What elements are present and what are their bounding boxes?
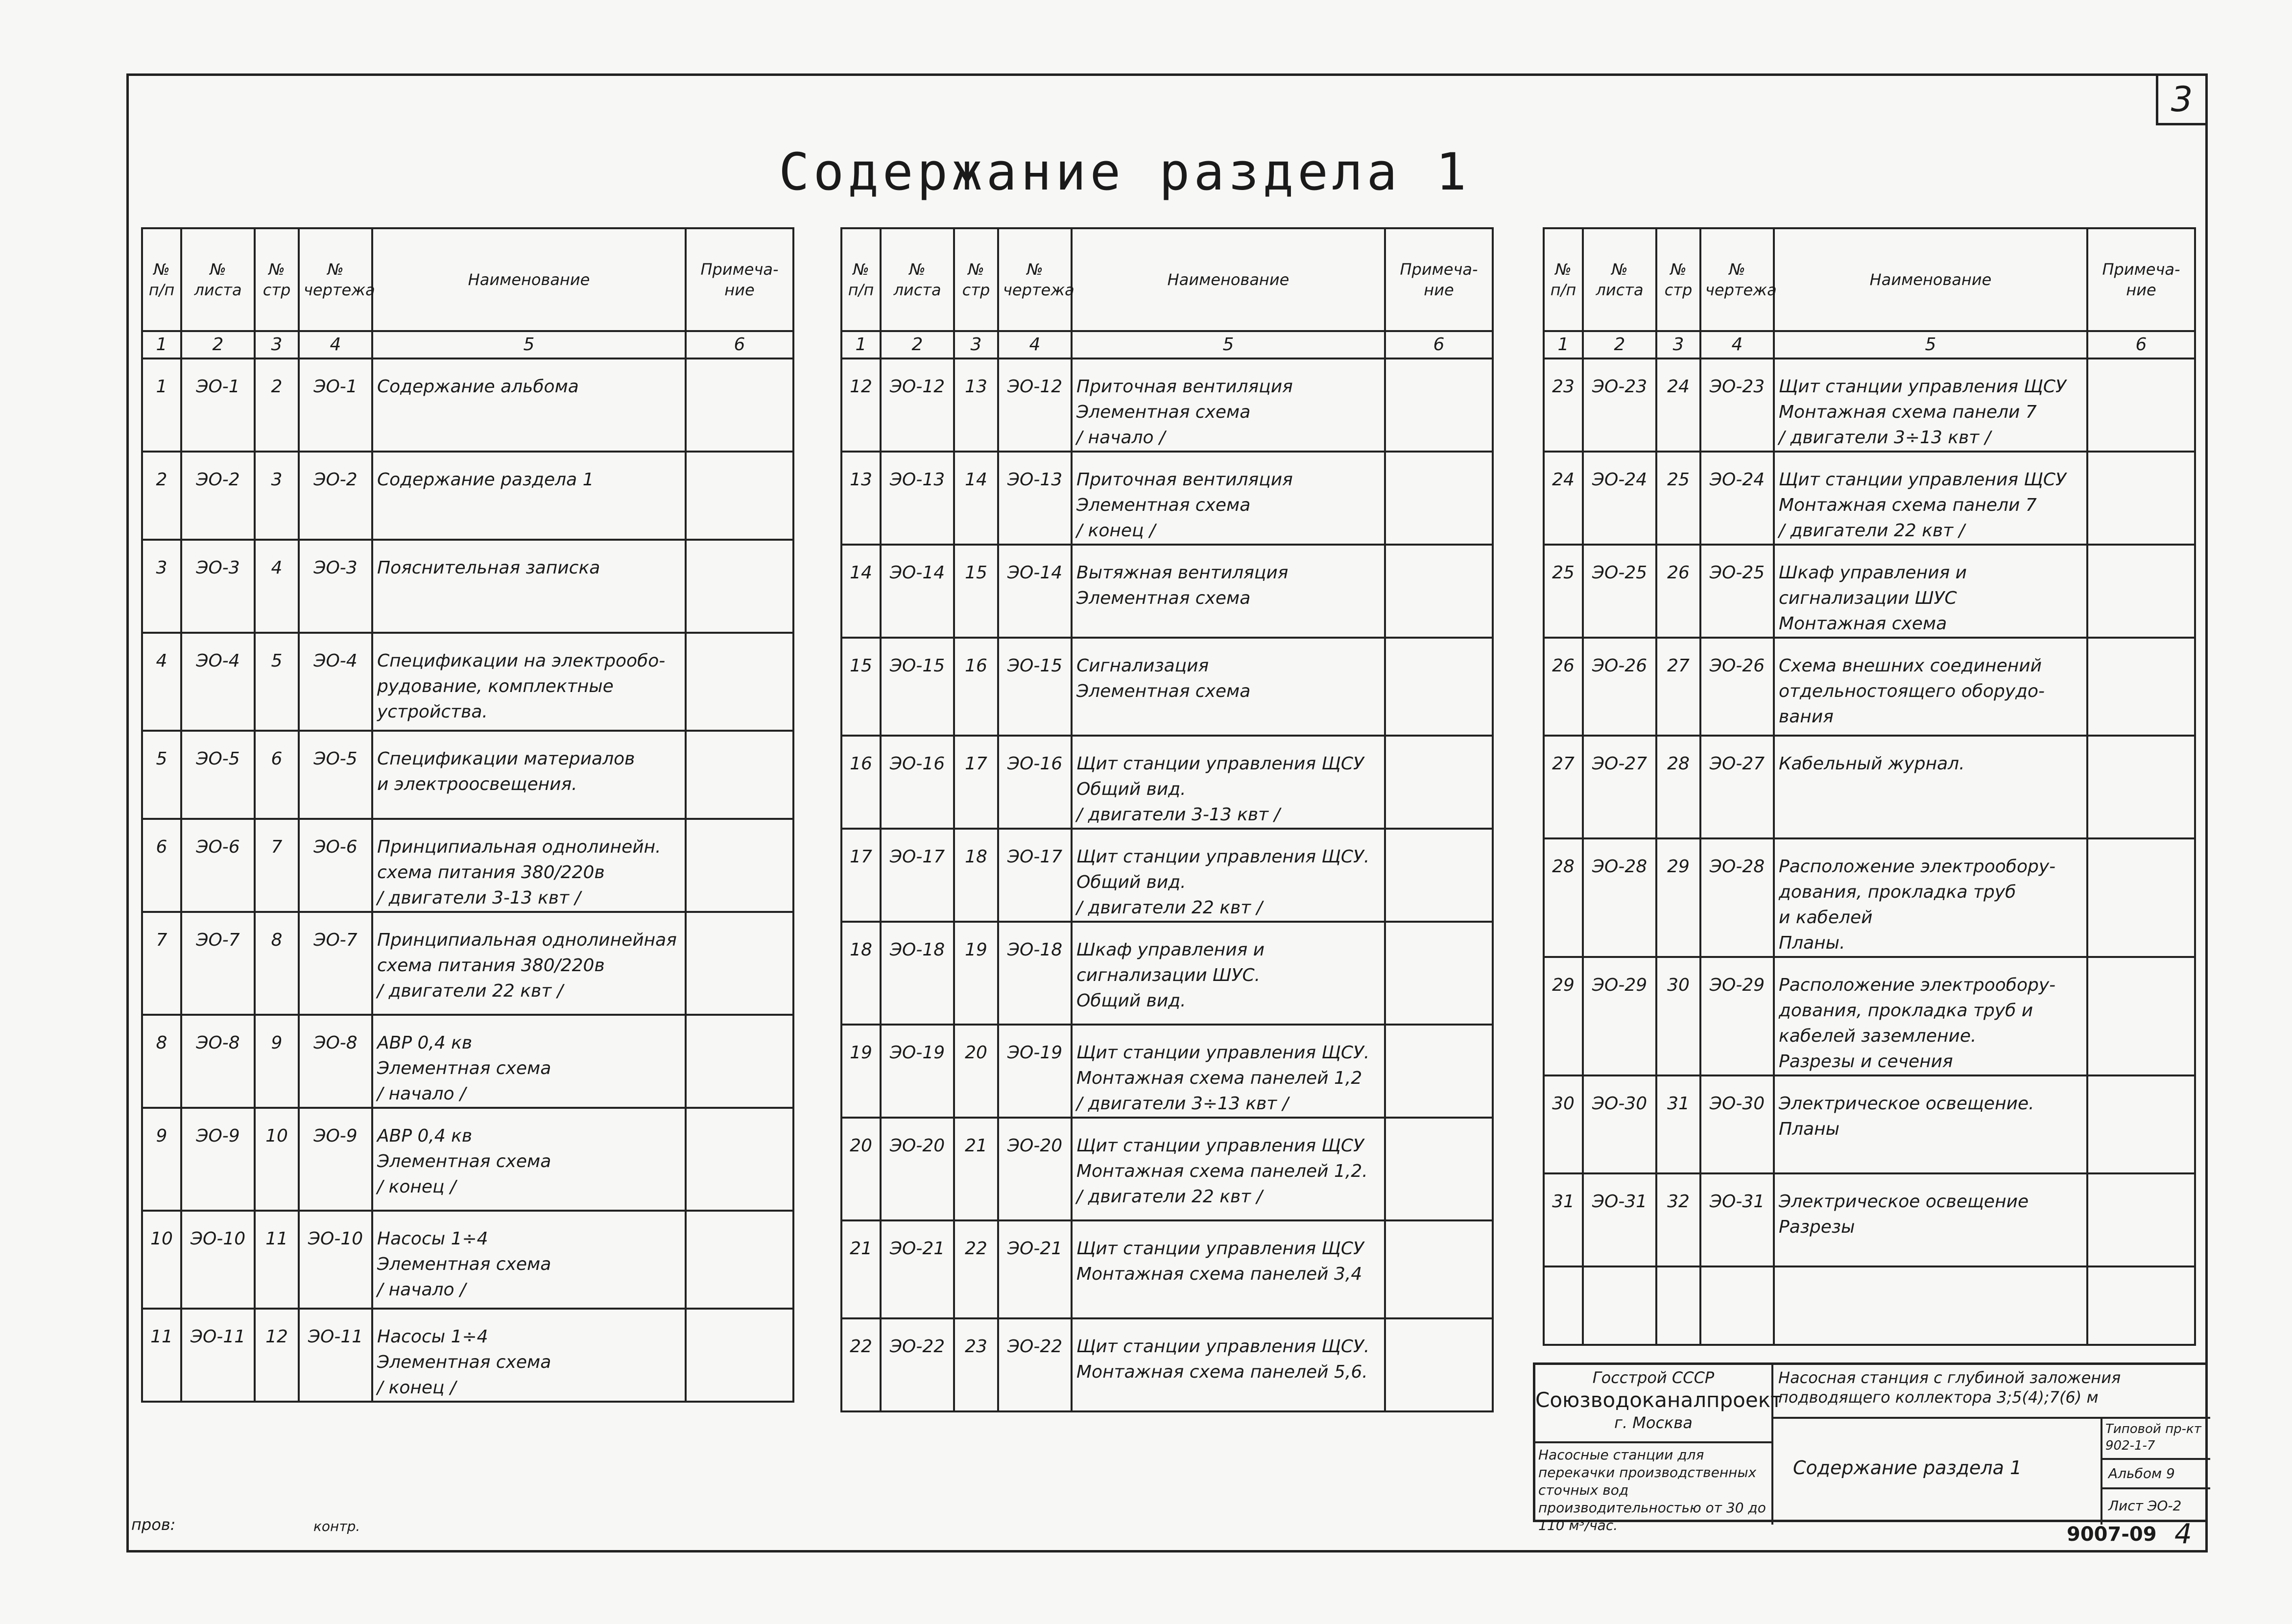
cell-n: 20 [841,1118,881,1220]
cell-dwg: ЭО-11 [299,1309,372,1402]
cell-n: 19 [841,1025,881,1118]
cell-sheet: ЭО-22 [881,1318,954,1411]
cell-note [2087,358,2195,452]
cell-name: АВР 0,4 кв Элементная схема / начало / [372,1015,686,1108]
column-number: 4 [1700,331,1774,358]
header-note: Примеча-ние [2087,228,2195,331]
cell-note [1385,452,1493,545]
cell-sheet: ЭО-21 [881,1220,954,1318]
cell-sheet: ЭО-5 [181,731,255,819]
column-number-row [142,331,793,358]
cell-sheet: ЭО-26 [1583,638,1656,736]
cell-n: 28 [1544,838,1583,957]
stamp-sheet: Лист ЭО-2 [2108,1498,2182,1514]
column-number: 4 [998,331,1072,358]
cell-page: 6 [255,731,299,819]
header-name: Наименование [1774,228,2087,331]
cell-dwg: ЭО-1 [299,358,372,452]
cell-name: Насосы 1÷4 Элементная схема / начало / [372,1211,686,1309]
cell-note [686,1108,793,1211]
cell-dwg: ЭО-16 [998,736,1072,829]
column-number: 1 [841,331,881,358]
column-number: 1 [142,331,181,358]
table-row [841,922,1493,1025]
column-number-row [1544,331,2195,358]
cell-n: 10 [142,1211,181,1309]
cell-sheet: ЭО-11 [181,1309,255,1402]
cell-name: Сигнализация Элементная схема [1072,638,1385,736]
cell-name: Электрическое освещение Разрезы [1774,1173,2087,1266]
cell-name: Спецификации на электрообо- рудование, комплектные устройства. [372,633,686,731]
cell-page: 9 [255,1015,299,1108]
cell-page: 25 [1656,452,1700,545]
cell-n: 4 [142,633,181,731]
cell-note [1385,1318,1493,1411]
table-row [142,1211,793,1309]
cell-note [1385,638,1493,736]
cell-n: 24 [1544,452,1583,545]
column-number: 5 [1072,331,1385,358]
cell-sheet: ЭО-12 [881,358,954,452]
cell-note [2087,838,2195,957]
cell-note [1385,736,1493,829]
cell-name: Щит станции управления ЩСУ. Общий вид. / двигатели 22 квт / [1072,829,1385,922]
cell-note [2087,452,2195,545]
cell-sheet: ЭО-24 [1583,452,1656,545]
cell-page: 21 [954,1118,998,1220]
cell-sheet: ЭО-9 [181,1108,255,1211]
cell-note [1385,829,1493,922]
cell-dwg: ЭО-6 [299,819,372,912]
cell-n: 6 [142,819,181,912]
cell-name: Кабельный журнал. [1774,736,2087,838]
empty-cell [1700,1266,1774,1345]
table-row [841,1220,1493,1318]
footer-page-number: 4 [2174,1518,2192,1550]
cell-sheet: ЭО-17 [881,829,954,922]
cell-n: 18 [841,922,881,1025]
cell-dwg: ЭО-12 [998,358,1072,452]
table-row [841,736,1493,829]
cell-sheet: ЭО-16 [881,736,954,829]
cell-n: 29 [1544,957,1583,1075]
cell-name: Щит станции управления ЩСУ Общий вид. / двигатели 3-13 квт / [1072,736,1385,829]
cell-note [2087,957,2195,1075]
cell-name: Принципиальная однолинейная схема питания 380/220в / двигатели 22 квт / [372,912,686,1015]
cell-page: 14 [954,452,998,545]
cell-page: 11 [255,1211,299,1309]
table-row [841,638,1493,736]
cell-page: 19 [954,922,998,1025]
cell-name: Электрическое освещение. Планы [1774,1075,2087,1173]
stamp-typical-project: Типовой пр-кт 902-1-7 [2102,1419,2210,1460]
cell-page: 15 [954,545,998,638]
cell-page: 8 [255,912,299,1015]
cell-name: Расположение электрообору- дования, прокладка труб и кабелей заземление. Разрезы и сечения [1774,957,2087,1075]
header-name: Наименование [372,228,686,331]
column-number: 1 [1544,331,1583,358]
header-note: Примеча-ние [686,228,793,331]
cell-page: 7 [255,819,299,912]
cell-dwg: ЭО-7 [299,912,372,1015]
cell-n: 25 [1544,545,1583,638]
column-number: 3 [954,331,998,358]
cell-dwg: ЭО-15 [998,638,1072,736]
cell-page: 18 [954,829,998,922]
cell-page: 30 [1656,957,1700,1075]
cell-n: 3 [142,540,181,633]
cell-name: Пояснительная записка [372,540,686,633]
cell-note [686,1309,793,1402]
cell-n: 14 [841,545,881,638]
cell-note [1385,1025,1493,1118]
cell-name: Приточная вентиляция Элементная схема / конец / [1072,452,1385,545]
cell-name: Расположение электрообору- дования, прокладка труб и кабелей Планы. [1774,838,2087,957]
header-num: № п/п [1544,228,1583,331]
table-row [841,358,1493,452]
cell-dwg: ЭО-8 [299,1015,372,1108]
stamp-description: Насосные станции для перекачки производственных сточных вод производительностью от 30 до 110 м³/час. [1535,1443,1773,1525]
cell-n: 13 [841,452,881,545]
column-number: 4 [299,331,372,358]
cell-n: 9 [142,1108,181,1211]
cell-dwg: ЭО-24 [1700,452,1774,545]
column-number-row [841,331,1493,358]
cell-page: 22 [954,1220,998,1318]
table-row [142,819,793,912]
cell-n: 7 [142,912,181,1015]
cell-name: Щит станции управления ЩСУ Монтажная схема панелей 3,4 [1072,1220,1385,1318]
table-row [841,452,1493,545]
stamp-album: Альбом 9 [2102,1460,2210,1489]
table-row [1544,736,2195,838]
header-note: Примеча-ние [1385,228,1493,331]
table-row [1544,957,2195,1075]
cell-note [2087,545,2195,638]
header-page: № стр [255,228,299,331]
cell-sheet: ЭО-25 [1583,545,1656,638]
column-number: 5 [372,331,686,358]
cell-name: Схема внешних соединений отдельностоящего оборудо- вания [1774,638,2087,736]
cell-page: 2 [255,358,299,452]
cell-note [686,540,793,633]
cell-n: 1 [142,358,181,452]
cell-sheet: ЭО-23 [1583,358,1656,452]
stamp-org-3: г. Москва [1614,1413,1693,1432]
cell-dwg: ЭО-4 [299,633,372,731]
column-number: 2 [1583,331,1656,358]
cell-note [686,633,793,731]
header-sheet: № листа [881,228,954,331]
cell-n: 17 [841,829,881,922]
cell-note [2087,1075,2195,1173]
empty-cell [1544,1266,1583,1345]
cell-sheet: ЭО-1 [181,358,255,452]
cell-dwg: ЭО-20 [998,1118,1072,1220]
cell-dwg: ЭО-5 [299,731,372,819]
cell-n: 31 [1544,1173,1583,1266]
column-number: 2 [181,331,255,358]
cell-name: Щит станции управления ЩСУ Монтажная схема панелей 1,2. / двигатели 22 квт / [1072,1118,1385,1220]
cell-note [686,452,793,540]
cell-page: 16 [954,638,998,736]
column-number: 5 [1774,331,2087,358]
table-row [841,829,1493,922]
table-row [142,452,793,540]
cell-dwg: ЭО-27 [1700,736,1774,838]
cell-note [686,912,793,1015]
header-sheet: № листа [1583,228,1656,331]
cell-page: 5 [255,633,299,731]
cell-page: 28 [1656,736,1700,838]
cell-sheet: ЭО-2 [181,452,255,540]
cell-n: 8 [142,1015,181,1108]
table-row [1544,838,2195,957]
cell-page: 27 [1656,638,1700,736]
cell-name: Щит станции управления ЩСУ Монтажная схема панели 7 / двигатели 22 квт / [1774,452,2087,545]
cell-page: 4 [255,540,299,633]
cell-name: Вытяжная вентиляция Элементная схема [1072,545,1385,638]
cell-n: 12 [841,358,881,452]
table-row [142,358,793,452]
cell-name: Шкаф управления и сигнализации ШУС Монтажная схема [1774,545,2087,638]
cell-sheet: ЭО-29 [1583,957,1656,1075]
cell-n: 23 [1544,358,1583,452]
footer-checked-label: пров: [131,1515,176,1534]
table-row [841,1318,1493,1411]
header-drawing: № чертежа [998,228,1072,331]
cell-n: 22 [841,1318,881,1411]
cell-n: 2 [142,452,181,540]
cell-page: 32 [1656,1173,1700,1266]
cell-n: 15 [841,638,881,736]
cell-n: 30 [1544,1075,1583,1173]
cell-note [686,1015,793,1108]
cell-dwg: ЭО-30 [1700,1075,1774,1173]
column-number: 2 [881,331,954,358]
cell-sheet: ЭО-20 [881,1118,954,1220]
cell-sheet: ЭО-18 [881,922,954,1025]
cell-n: 21 [841,1220,881,1318]
cell-dwg: ЭО-19 [998,1025,1072,1118]
cell-name: Щит станции управления ЩСУ Монтажная схема панели 7 / двигатели 3÷13 квт / [1774,358,2087,452]
cell-dwg: ЭО-13 [998,452,1072,545]
toc-table-3 [1543,227,2196,1346]
cell-page: 12 [255,1309,299,1402]
cell-n: 5 [142,731,181,819]
toc-table-2 [840,227,1494,1412]
cell-sheet: ЭО-6 [181,819,255,912]
cell-dwg: ЭО-10 [299,1211,372,1309]
header-page: № стр [954,228,998,331]
table-header-row [142,228,793,331]
cell-dwg: ЭО-28 [1700,838,1774,957]
cell-name: Спецификации материалов и электроосвещения. [372,731,686,819]
cell-sheet: ЭО-27 [1583,736,1656,838]
cell-sheet: ЭО-15 [881,638,954,736]
column-number: 3 [1656,331,1700,358]
cell-sheet: ЭО-13 [881,452,954,545]
cell-dwg: ЭО-23 [1700,358,1774,452]
header-page: № стр [1656,228,1700,331]
header-drawing: № чертежа [299,228,372,331]
footer-album-code: 9007-09 [2067,1523,2157,1546]
cell-name: Насосы 1÷4 Элементная схема / конец / [372,1309,686,1402]
cell-n: 26 [1544,638,1583,736]
cell-name: Содержание альбома [372,358,686,452]
table-row [1544,638,2195,736]
table-row [841,1025,1493,1118]
table-row [142,540,793,633]
cell-dwg: ЭО-17 [998,829,1072,922]
cell-dwg: ЭО-26 [1700,638,1774,736]
cell-name: Шкаф управления и сигнализации ШУС. Общий вид. [1072,922,1385,1025]
cell-page: 3 [255,452,299,540]
title-block [1533,1362,2208,1533]
cell-dwg: ЭО-31 [1700,1173,1774,1266]
cell-sheet: ЭО-3 [181,540,255,633]
cell-note [2087,736,2195,838]
cell-sheet: ЭО-14 [881,545,954,638]
stamp-org-1: Госстрой СССР [1592,1368,1715,1387]
empty-row [1544,1266,2195,1345]
table-row [1544,358,2195,452]
toc-table-1 [141,227,794,1403]
header-name: Наименование [1072,228,1385,331]
header-sheet: № листа [181,228,255,331]
table-row [142,731,793,819]
cell-page: 23 [954,1318,998,1411]
cell-n: 16 [841,736,881,829]
header-num: № п/п [841,228,881,331]
page-number: 3 [2156,73,2208,125]
empty-cell [1774,1266,2087,1345]
header-num: № п/п [142,228,181,331]
cell-note [686,819,793,912]
empty-cell [1656,1266,1700,1345]
footer-control-label: контр. [313,1518,360,1534]
page-title: Содержание раздела 1 [779,142,1471,202]
table-row [142,1015,793,1108]
column-number: 6 [686,331,793,358]
cell-dwg: ЭО-18 [998,922,1072,1025]
cell-sheet: ЭО-8 [181,1015,255,1108]
cell-note [686,358,793,452]
cell-note [2087,1173,2195,1266]
column-number: 6 [1385,331,1493,358]
table-row [142,633,793,731]
cell-name: Приточная вентиляция Элементная схема / начало / [1072,358,1385,452]
cell-page: 13 [954,358,998,452]
cell-sheet: ЭО-7 [181,912,255,1015]
table-row [1544,1075,2195,1173]
column-number: 6 [2087,331,2195,358]
table-row [841,545,1493,638]
cell-dwg: ЭО-22 [998,1318,1072,1411]
table-row [1544,1173,2195,1266]
table-row [1544,545,2195,638]
cell-page: 24 [1656,358,1700,452]
cell-name: Щит станции управления ЩСУ. Монтажная схема панелей 5,6. [1072,1318,1385,1411]
cell-note [1385,358,1493,452]
cell-sheet: ЭО-28 [1583,838,1656,957]
table-header-row [1544,228,2195,331]
cell-sheet: ЭО-31 [1583,1173,1656,1266]
cell-note [686,1211,793,1309]
table-row [142,1309,793,1402]
cell-dwg: ЭО-21 [998,1220,1072,1318]
cell-note [1385,1220,1493,1318]
cell-note [1385,922,1493,1025]
cell-sheet: ЭО-4 [181,633,255,731]
cell-sheet: ЭО-19 [881,1025,954,1118]
table-row [142,912,793,1015]
table-row [841,1118,1493,1220]
stamp-sheet-title: Содержание раздела 1 [1773,1419,2102,1525]
cell-page: 10 [255,1108,299,1211]
cell-dwg: ЭО-29 [1700,957,1774,1075]
cell-name: Принципиальная однолинейн. схема питания 380/220в / двигатели 3-13 квт / [372,819,686,912]
cell-page: 20 [954,1025,998,1118]
cell-note [686,731,793,819]
cell-note [1385,1118,1493,1220]
cell-dwg: ЭО-9 [299,1108,372,1211]
cell-n: 27 [1544,736,1583,838]
cell-sheet: ЭО-10 [181,1211,255,1309]
empty-cell [2087,1266,2195,1345]
cell-name: АВР 0,4 кв Элементная схема / конец / [372,1108,686,1211]
cell-dwg: ЭО-14 [998,545,1072,638]
cell-sheet: ЭО-30 [1583,1075,1656,1173]
table-header-row [841,228,1493,331]
table-row [1544,452,2195,545]
cell-note [1385,545,1493,638]
header-drawing: № чертежа [1700,228,1774,331]
cell-note [2087,638,2195,736]
table-row [142,1108,793,1211]
cell-dwg: ЭО-2 [299,452,372,540]
column-number: 3 [255,331,299,358]
cell-n: 11 [142,1309,181,1402]
cell-dwg: ЭО-3 [299,540,372,633]
cell-page: 17 [954,736,998,829]
stamp-org-2: Союзводоканалпроект [1535,1388,1783,1412]
cell-name: Содержание раздела 1 [372,452,686,540]
cell-page: 26 [1656,545,1700,638]
stamp-project: Насосная станция с глубиной заложения подводящего коллектора 3;5(4);7(6) м [1773,1365,2210,1419]
cell-page: 31 [1656,1075,1700,1173]
empty-cell [1583,1266,1656,1345]
cell-page: 29 [1656,838,1700,957]
cell-name: Щит станции управления ЩСУ. Монтажная схема панелей 1,2 / двигатели 3÷13 квт / [1072,1025,1385,1118]
cell-dwg: ЭО-25 [1700,545,1774,638]
